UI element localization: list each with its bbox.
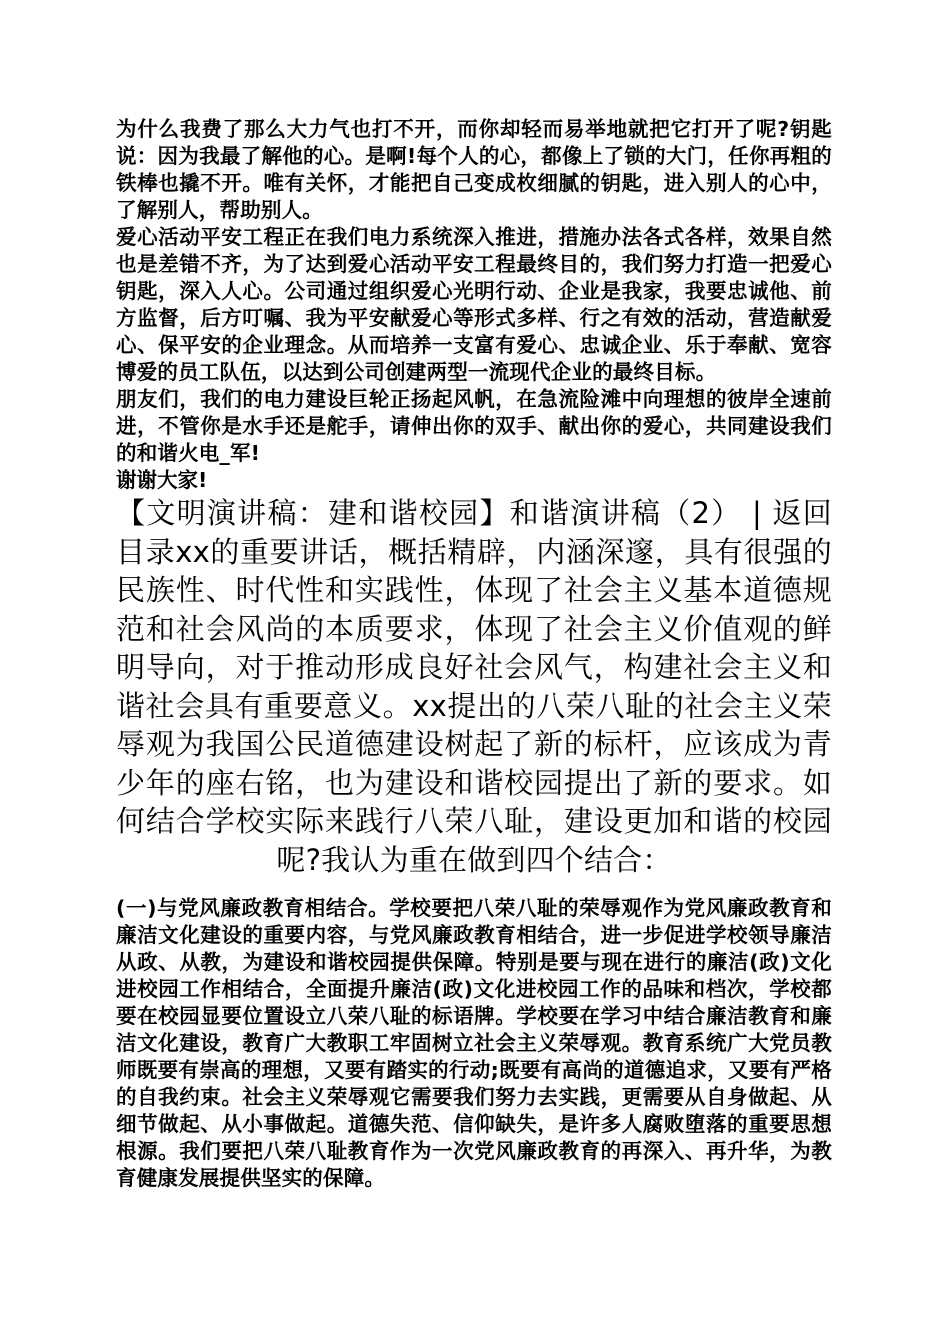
paragraph-safety-project: 爱心活动平安工程正在我们电力系统深入推进，措施办法各式各样，效果自然也是差错不齐，为了达到爱心活动平安工程最终目的，我们努力打造一把爱心钥匙，深入人心。公司通过组织爱心光明行动、企业是我家，我要忠诚他、前方监督，后方叮嘱、我为平安献爱心等形式多样、行之有效的活动，营造献爱心、保平安的企业理念。从而培养一支富有爱心、忠诚企业、乐于奉献、宽容博爱的员工队伍，以达到公司创建两型一流现代企业的最终目标。: [116, 225, 832, 384]
paragraph-friends: 朋友们，我们的电力建设巨轮正扬起风帆，在急流险滩中向理想的彼岸全速前进，不管你是水手还是舵手，请伸出你的双手、献出你的爱心，共同建设我们的和谐火电_军!: [116, 387, 832, 465]
paragraph-harmonious-campus: 【文明演讲稿：建和谐校园】和谐演讲稿（2） | 返回目录xx的重要讲话，概括精辟，内涵深邃，具有很强的民族性、时代性和实践性，体现了社会主义基本道德规范和社会风尚的本质要求，体现了社会主义价值观的鲜明导向，对于推动形成良好社会风气，构建社会主义和谐社会具有重要意义。xx提出的八荣八耻的社会主义荣辱观为我国公民道德建设树起了新的标杆，应该成为青少年的座右铭，也为建设和谐校园提出了新的要求。如何结合学校实际来践行八荣八耻，建设更加和谐的校园呢?我认为重在做到四个结合：: [116, 496, 832, 877]
paragraph-section-one: (一)与党风廉政教育相结合。学校要把八荣八耻的荣辱观作为党风廉政教育和廉洁文化建设的重要内容，与党风廉政教育相结合，进一步促进学校领导廉洁从政、从教，为建设和谐校园提供保障。特别是要与现在进行的廉洁(政)文化进校园工作相结合，全面提升廉洁(政)文化进校园工作的品味和档次，学校都要在校园显要位置设立八荣八耻的标语牌。学校要在学习中结合廉洁教育和廉洁文化建设，教育广大教职工牢固树立社会主义荣辱观。教育系统广大党员教师既要有崇高的理想，又要有踏实的行动;既要有高尚的道德追求，又要有严格的自我约束。社会主义荣辱观它需要我们努力去实践，更需要从自身做起、从细节做起、从小事做起。道德失范、信仰缺失，是许多人腐败堕落的重要思想根源。我们要把八荣八耻教育作为一次党风廉政教育的再深入、再升华，为教育健康发展提供坚实的保障。: [116, 896, 832, 1190]
thanks-line: 谢谢大家!: [116, 468, 208, 492]
spacer: [116, 879, 832, 895]
paragraph-key-metaphor: 为什么我费了那么大力气也打不开，而你却轻而易举地就把它打开了呢?钥匙说：因为我最了解他的心。是啊!每个人的心，都像上了锁的大门，任你再粗的铁棒也撬不开。唯有关怀，才能把自己变成枚细腻的钥匙，进入别人的心中，了解别人，帮助别人。: [116, 117, 832, 222]
